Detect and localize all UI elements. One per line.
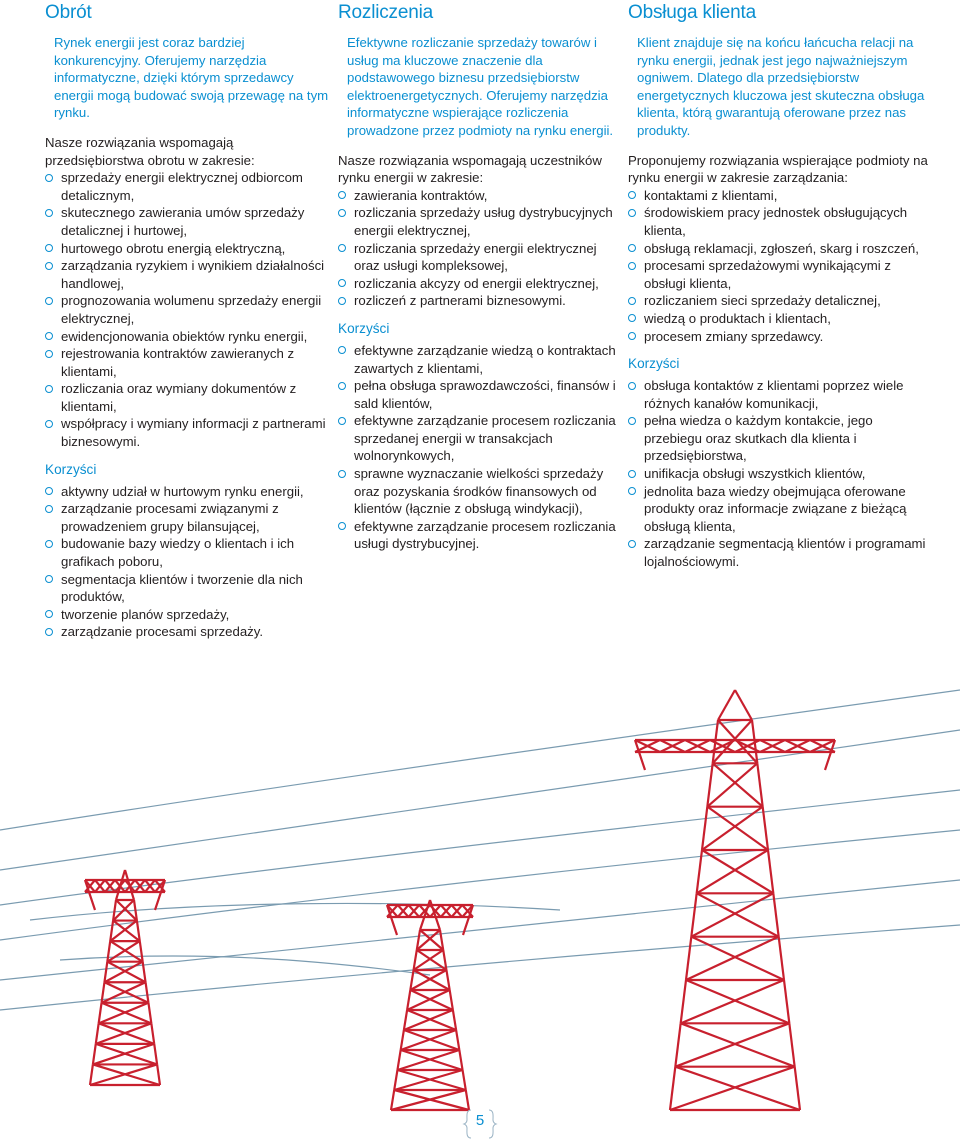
list-item: rozliczania sprzedaży usług dystrybucyjnych energii elektrycznej, [338, 204, 620, 239]
list-item: zawierania kontraktów, [338, 187, 620, 205]
list-item: tworzenie planów sprzedaży, [45, 606, 330, 624]
column-title: Obsługa klienta [628, 2, 756, 23]
list-item: segmentacja klientów i tworzenie dla nich produktów, [45, 571, 330, 606]
tower-small-icon [85, 870, 165, 1085]
list-item: sprawne wyznaczanie wielkości sprzedaży oraz pozyskania środków finansowych od klientów (łącznie z obsługą windykacji), [338, 465, 620, 518]
intro-paragraph: Nasze rozwiązania wspomagają uczestników rynku energii w zakresie: [338, 152, 602, 186]
power-lines-illustration [0, 620, 960, 1147]
column-title: Rozliczenia [338, 2, 433, 23]
column-title: Obrót [45, 2, 92, 23]
benefits-list [338, 342, 620, 553]
scope-list [628, 187, 928, 345]
list-item: środowiskiem pracy jednostek obsługujących klienta, [628, 204, 928, 239]
list-item: budowanie bazy wiedzy o klientach i ich grafikach poboru, [45, 535, 330, 570]
list-item: obsługą reklamacji, zgłoszeń, skarg i roszczeń, [628, 240, 928, 258]
column-obsluga-klienta [628, 0, 928, 579]
list-item: sprzedaży energii elektrycznej odbiorcom detalicznym, [45, 169, 330, 204]
list-item: zarządzanie procesami sprzedaży. [45, 623, 330, 641]
list-item: rozliczania oraz wymiany dokumentów z klientami, [45, 380, 330, 415]
intro-paragraph: Nasze rozwiązania wspomagają przedsiębiorstwa obrotu w zakresie: [45, 134, 255, 168]
column-rozliczenia [338, 0, 620, 561]
list-item: prognozowania wolumenu sprzedaży energii elektrycznej, [45, 292, 330, 327]
benefits-heading: Korzyści [628, 356, 680, 372]
list-item: pełna obsługa sprawozdawczości, finansów i sald klientów, [338, 377, 620, 412]
scope-list [45, 169, 330, 451]
benefits-list [628, 377, 928, 571]
list-item: rozliczaniem sieci sprzedaży detalicznej, [628, 292, 928, 310]
transmission-towers [85, 690, 835, 1110]
page-number: 5 [475, 1112, 485, 1129]
tower-large-icon [635, 690, 835, 1110]
list-item: zarządzanie segmentacją klientów i programami lojalnościowymi. [628, 535, 928, 570]
lead-paragraph: Efektywne rozliczanie sprzedaży towarów i usług ma kluczowe znaczenie dla podstawowego biznesu przedsiębiorstw elektroenergetycznych. Oferujemy narzędzia informatyczne wspierające rozliczenia prowadzone przez podmioty na rynku energii. [347, 35, 614, 138]
list-item: zarządzania ryzykiem i wynikiem działalności handlowej, [45, 257, 330, 292]
list-item: efektywne zarządzanie procesem rozliczania usługi dystrybucyjnej. [338, 518, 620, 553]
list-item: efektywne zarządzanie wiedzą o kontraktach zawartych z klientami, [338, 342, 620, 377]
list-item: rozliczania akcyzy od energii elektrycznej, [338, 275, 620, 293]
list-item: skutecznego zawierania umów sprzedaży detalicznej i hurtowej, [45, 204, 330, 239]
list-item: hurtowego obrotu energią elektryczną, [45, 240, 330, 258]
list-item: procesami sprzedażowymi wynikającymi z obsługi klienta, [628, 257, 928, 292]
list-item: pełna wiedza o każdym kontakcie, jego przebiegu oraz skutkach dla klienta i przedsiębiorstwa, [628, 412, 928, 465]
list-item: rejestrowania kontraktów zawieranych z klientami, [45, 345, 330, 380]
list-item: efektywne zarządzanie procesem rozliczania sprzedanej energii w transakcjach wolnorynkowych, [338, 412, 620, 465]
list-item: kontaktami z klientami, [628, 187, 928, 205]
lead-paragraph: Klient znajduje się na końcu łańcucha relacji na rynku energii, jednak jest jego najważniejszym ogniwem. Dlatego dla przedsiębiorstw energetycznych kluczowa jest skuteczna obsługa klienta, którą gwarantują oferowane przez nas produkty. [637, 35, 925, 138]
list-item: ewidencjonowania obiektów rynku energii, [45, 328, 330, 346]
list-item: procesem zmiany sprzedawcy. [628, 328, 928, 346]
list-item: jednolita baza wiedzy obejmująca oferowane produkty oraz informacje związane z bieżącą obsługą klienta, [628, 483, 928, 536]
intro-paragraph: Proponujemy rozwiązania wspierające podmioty na rynku energii w zakresie zarządzania: [628, 152, 928, 186]
benefits-heading: Korzyści [338, 320, 390, 336]
list-item: rozliczeń z partnerami biznesowymi. [338, 292, 620, 310]
list-item: wiedzą o produktach i klientach, [628, 310, 928, 328]
list-item: zarządzanie procesami związanymi z prowadzeniem grupy bilansującej, [45, 500, 330, 535]
lead-paragraph: Rynek energii jest coraz bardziej konkurencyjny. Oferujemy narzędzia informatyczne, dzięki którym sprzedawcy energii mogą budować swoją przewagę na tym rynku. [54, 35, 329, 121]
wires [0, 690, 960, 1010]
column-obrot [45, 0, 330, 649]
benefits-heading: Korzyści [45, 461, 97, 477]
list-item: współpracy i wymiany informacji z partnerami biznesowymi. [45, 415, 330, 450]
list-item: aktywny udział w hurtowym rynku energii, [45, 483, 330, 501]
list-item: rozliczania sprzedaży energii elektrycznej oraz usługi kompleksowej, [338, 240, 620, 275]
benefits-list [45, 483, 330, 641]
scope-list [338, 187, 620, 310]
list-item: obsługa kontaktów z klientami poprzez wiele różnych kanałów komunikacji, [628, 377, 928, 412]
list-item: unifikacja obsługi wszystkich klientów, [628, 465, 928, 483]
